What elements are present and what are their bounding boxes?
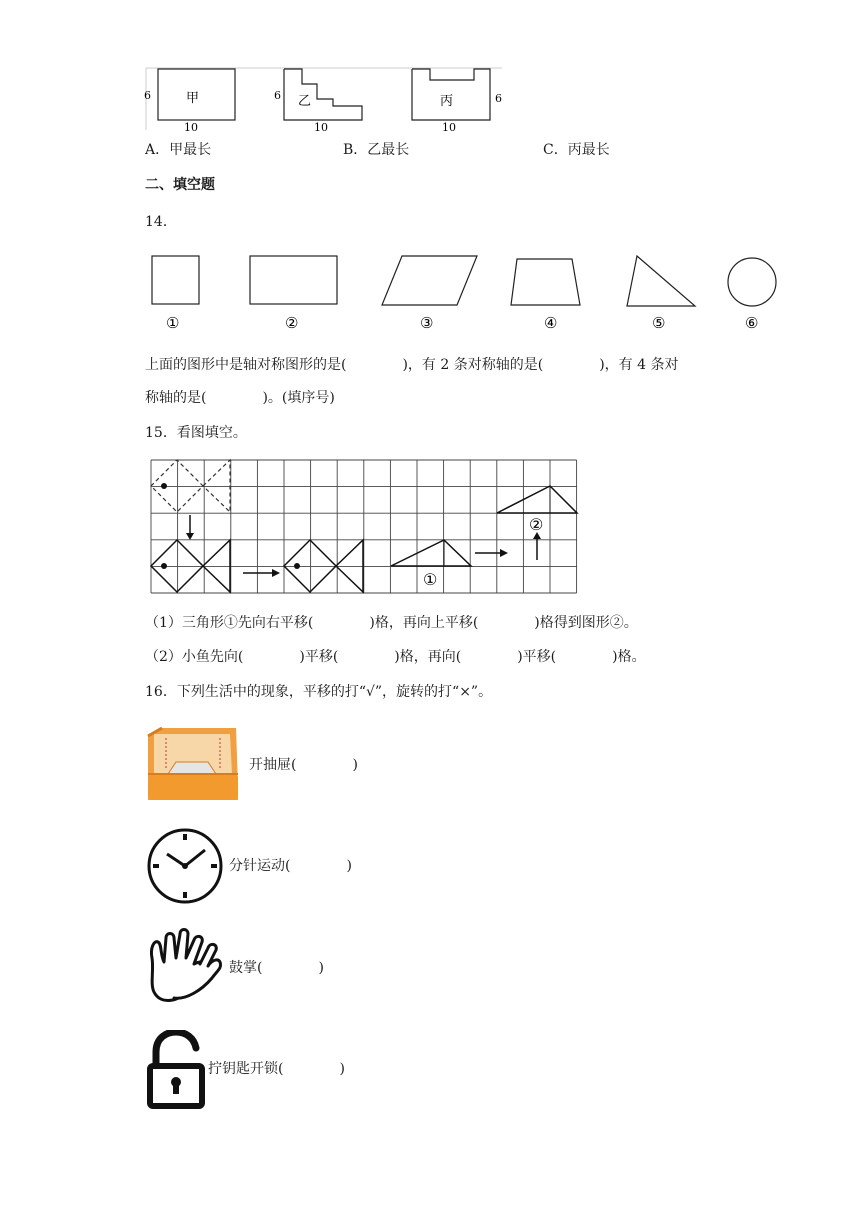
fig-yi-side: 6 (274, 89, 281, 102)
shape-circle (728, 258, 776, 306)
shape-square (152, 256, 199, 304)
fig-jia-side: 6 (144, 89, 151, 102)
shape-rectangle (250, 256, 337, 304)
q14-shapes (140, 248, 790, 338)
grid-label-1: ① (423, 570, 438, 589)
shape-parallelogram (382, 256, 477, 305)
fig-jia-name: 甲 (186, 91, 200, 106)
shape-label-6: ⑥ (745, 314, 759, 332)
q14-line1: 上面的图形中是轴对称图形的是( )，有 2 条对称轴的是( )，有 4 条对 (145, 357, 679, 373)
fig-bing-side: 6 (495, 92, 502, 105)
q14-number: 14． (145, 214, 177, 230)
q16-item-lock: 拧钥匙开锁( ) (208, 1061, 345, 1077)
q15-grid (146, 455, 582, 597)
shape-label-3: ③ (420, 314, 434, 332)
fig-bing-name: 丙 (440, 94, 454, 109)
fig-bing-bottom: 10 (442, 121, 456, 134)
q15-title: 15．看图填空。 (145, 425, 247, 441)
unlock-icon (146, 1030, 206, 1110)
section-title: 二、填空题 (145, 177, 215, 193)
q14-line2: 称轴的是( )。(填序号) (145, 390, 335, 406)
option-c[interactable]: C．丙最长 (543, 142, 610, 158)
fig-yi-shape (284, 69, 362, 120)
fig-yi-name: 乙 (298, 94, 312, 109)
option-a[interactable]: A．甲最长 (145, 142, 212, 158)
drawer-icon (144, 726, 242, 804)
q16-title: 16．下列生活中的现象，平移的打“√”，旋转的打“×”。 (145, 684, 493, 700)
q15-sub2: （2）小鱼先向( )平移( )格，再向( )平移( )格。 (145, 649, 646, 665)
q16-item-clap: 鼓掌( ) (229, 960, 324, 976)
option-b[interactable]: B．乙最长 (343, 142, 410, 158)
clapping-hands-icon (146, 928, 226, 1010)
grid-label-2: ② (529, 515, 544, 534)
shape-label-5: ⑤ (652, 314, 666, 332)
fig-yi-bottom: 10 (314, 121, 328, 134)
shape-triangle (627, 256, 695, 306)
q16-item-clock: 分针运动( ) (229, 858, 352, 874)
shape-label-2: ② (285, 314, 299, 332)
q15-sub1: （1）三角形①先向右平移( )格，再向上平移( )格得到图形②。 (145, 615, 638, 631)
shape-trapezoid (511, 259, 580, 305)
fig-jia-bottom: 10 (184, 121, 198, 134)
q13-figures (140, 62, 520, 134)
shape-label-4: ④ (544, 314, 558, 332)
shape-label-1: ① (166, 314, 180, 332)
q16-item-drawer: 开抽屉( ) (249, 757, 358, 773)
clock-icon (145, 826, 225, 906)
